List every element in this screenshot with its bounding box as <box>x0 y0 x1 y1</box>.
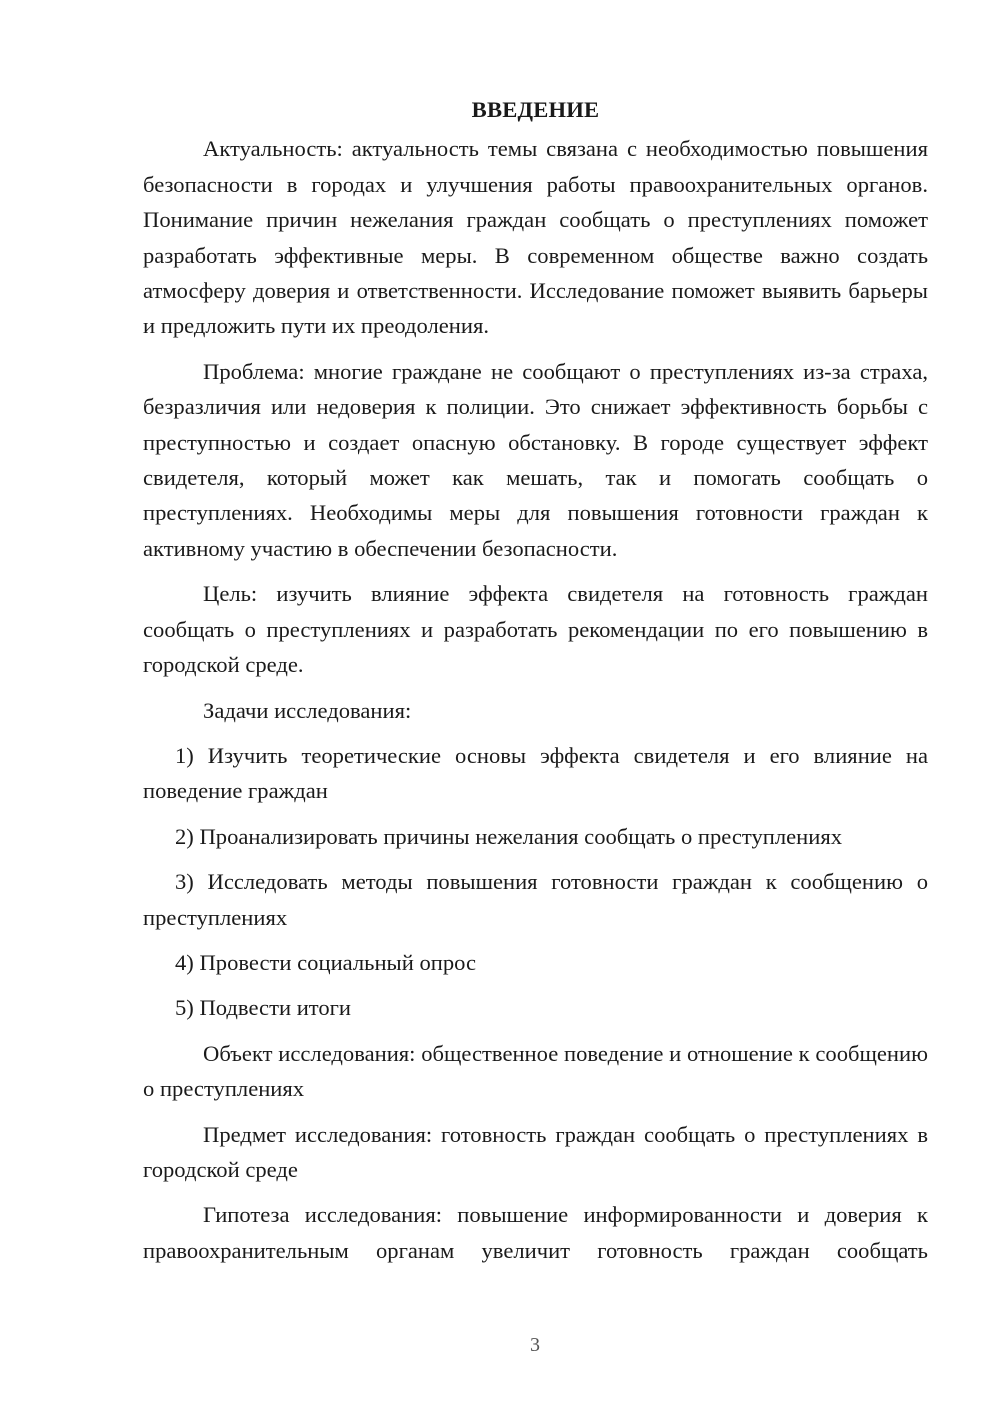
list-item: 1) Изучить теоретические основы эффекта свидетеля и его влияние на поведение граждан <box>143 742 928 804</box>
relevance-paragraph: Актуальность: актуальность темы связана с необходимостью повышения безопасности в городах и улучшения работы правоохранительных органов. Понимание причин нежелания граждан сообщать о преступлениях поможет разработать эффективные меры. В современном обществе важно создать атмосферу доверия и ответственности. Исследование поможет выявить барьеры и предложить пути их преодоления. <box>143 136 928 339</box>
list-item: 5) Подвести итоги <box>175 995 352 1021</box>
list-item: 4) Провести социальный опрос <box>175 949 477 975</box>
tasks-heading: Задачи исследования: <box>203 697 412 723</box>
document-page <box>143 92 928 1278</box>
tasks-list <box>143 738 928 1026</box>
problem-paragraph: Проблема: многие граждане не сообщают о преступлениях из-за страха, безразличия или недоверия к полиции. Это снижает эффективность борьбы с преступностью и создает опасную обстановку. В городе существует эффект свидетеля, который может как мешать, так и помогать сообщать о преступлениях. Необходимы меры для повышения готовности граждан к активному участию в обеспечении безопасности. <box>143 358 928 561</box>
page-title: ВВЕДЕНИЕ <box>471 97 600 122</box>
object-paragraph: Объект исследования: общественное поведение и отношение к сообщению о преступлениях <box>143 1040 928 1102</box>
list-item: 2) Проанализировать причины нежелания сообщать о преступлениях <box>175 823 843 849</box>
subject-paragraph: Предмет исследования: готовность граждан сообщать о преступлениях в городской среде <box>143 1121 928 1182</box>
page-number: 3 <box>530 1334 540 1356</box>
list-item: 3) Исследовать методы повышения готовности граждан к сообщению о преступлениях <box>143 869 928 930</box>
hypothesis-paragraph: Гипотеза исследования: повышение информированности и доверия к правоохранительным органам увеличит готовность граждан сообщать <box>143 1202 928 1263</box>
goal-paragraph: Цель: изучить влияние эффекта свидетеля на готовность граждан сообщать о преступлениях и разработать рекомендации по его повышению в городской среде. <box>143 581 928 678</box>
